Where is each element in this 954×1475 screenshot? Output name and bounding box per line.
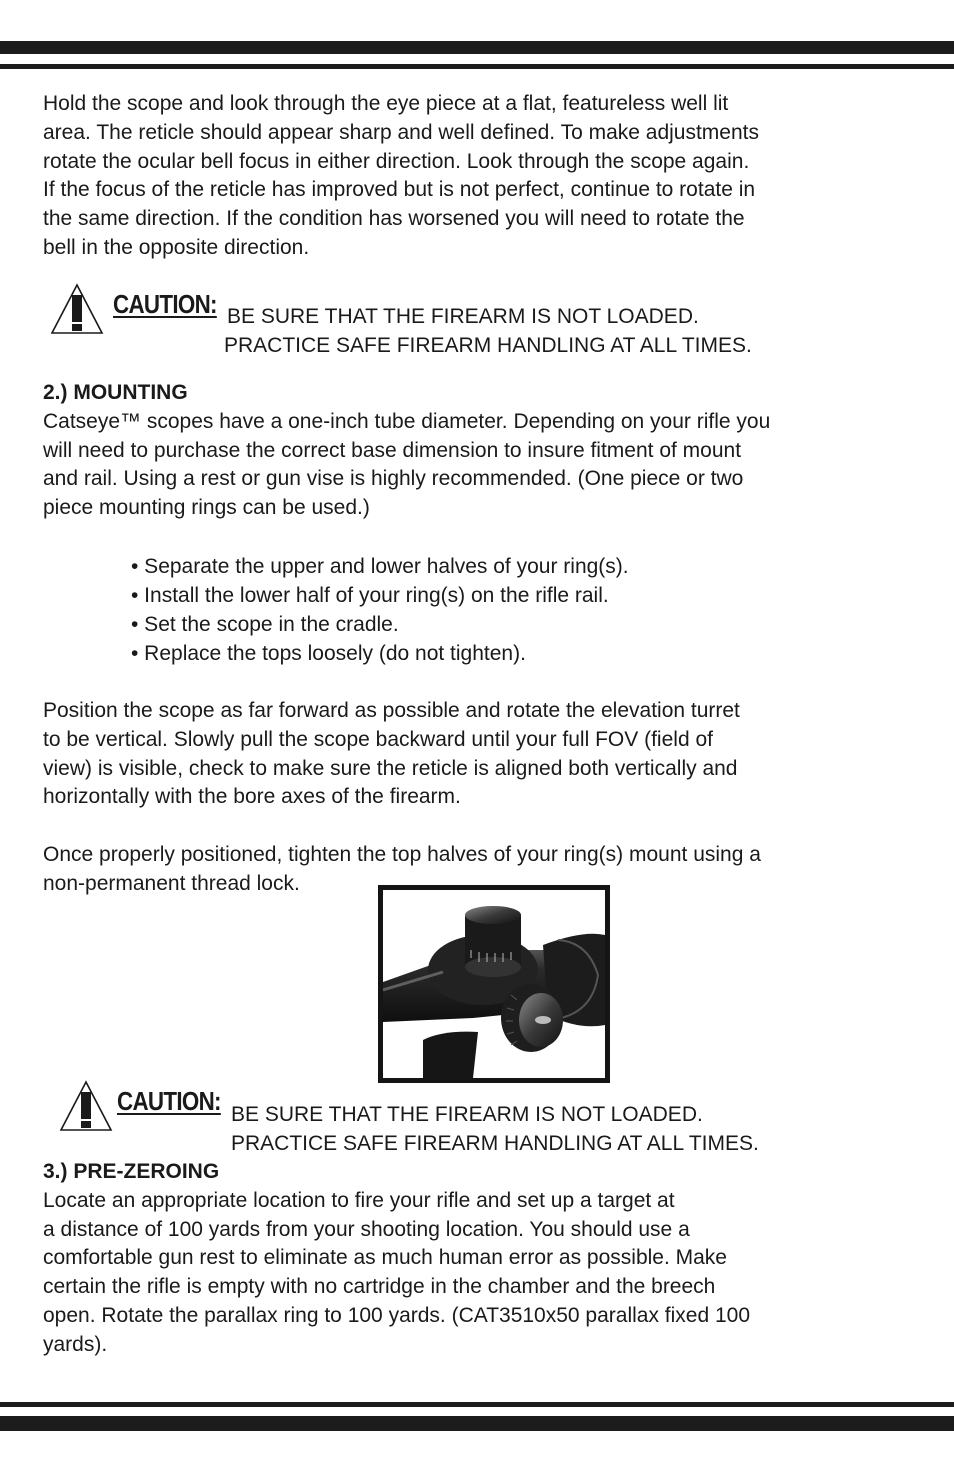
top-border-thick [0,41,954,54]
caution-line: PRACTICE SAFE FIREARM HANDLING AT ALL TIMES. [231,1132,759,1155]
intro-line: the same direction. If the condition has worsened you will need to rotate the [43,207,745,231]
mounting-paragraph [43,379,923,523]
intro-line: area. The reticle should appear sharp and well defined. To make adjustments [43,120,759,144]
tighten-line: non-permanent thread lock. [43,871,300,895]
mounting-line: and rail. Using a rest or gun vise is highly recommended. (One piece or two [43,467,744,491]
caution-line: BE SURE THAT THE FIREARM IS NOT LOADED. [227,305,699,328]
intro-paragraph [43,90,923,263]
intro-line: If the focus of the reticle has improved but is not perfect, continue to rotate in [43,178,756,202]
caution-label: CAUTION: [113,289,217,319]
position-line: to be vertical. Slowly pull the scope backward until your full FOV (field of [43,727,713,751]
intro-line: rotate the ocular bell focus in either direction. Look through the scope again. [43,149,750,173]
intro-line: bell in the opposite direction. [43,235,310,259]
prezero-line: comfortable gun rest to eliminate as much human error as possible. Make [43,1246,727,1270]
position-line: horizontally with the bore axes of the firearm. [43,785,461,809]
prezero-line: a distance of 100 yards from your shooting location. You should use a [43,1217,690,1241]
bottom-border-thin [0,1402,954,1407]
caution-block [59,1080,859,1155]
mounting-line: piece mounting rings can be used.) [43,496,370,520]
section-heading-prezero: 3.) PRE-ZEROING [43,1160,220,1183]
prezero-line: open. Rotate the parallax ring to 100 yards. (CAT3510x50 parallax fixed 100 [43,1303,751,1327]
position-paragraph [43,697,923,812]
prezero-line: Locate an appropriate location to fire your rifle and set up a target at [43,1188,675,1212]
warning-triangle-icon [50,283,104,335]
caution-block [50,283,850,357]
list-item: • Set the scope in the cradle. [131,613,399,636]
top-border-thin [0,64,954,69]
tighten-line: Once properly positioned, tighten the top halves of your ring(s) mount using a [43,843,761,866]
warning-triangle-icon [59,1080,113,1132]
scope-turret-photo [378,885,610,1083]
position-line: Position the scope as far forward as possible and rotate the elevation turret [43,699,740,722]
prezero-line: certain the rifle is empty with no cartridge in the chamber and the breech [43,1275,716,1299]
list-item: • Install the lower half of your ring(s) on the rifle rail. [131,584,609,607]
prezero-line: yards). [43,1332,108,1356]
caution-label: CAUTION: [117,1086,221,1116]
caution-line: PRACTICE SAFE FIREARM HANDLING AT ALL TIMES. [224,334,752,357]
mounting-steps-list [131,552,629,668]
position-line: view) is visible, check to make sure the reticle is aligned both vertically and [43,756,738,780]
mounting-line: Catseye™ scopes have a one-inch tube diameter. Depending on your rifle you [43,409,771,433]
section-heading-mounting: 2.) MOUNTING [43,381,188,404]
scope-turret-illustration [383,890,605,1078]
mounting-line: will need to purchase the correct base dimension to insure fitment of mount [43,438,742,462]
bottom-border-thick [0,1416,954,1431]
prezero-paragraph [43,1158,923,1360]
caution-line: BE SURE THAT THE FIREARM IS NOT LOADED. [231,1103,703,1126]
list-item: • Replace the tops loosely (do not tighten). [131,642,526,665]
list-item: • Separate the upper and lower halves of your ring(s). [131,555,629,578]
intro-line: Hold the scope and look through the eye piece at a flat, featureless well lit [43,92,729,115]
